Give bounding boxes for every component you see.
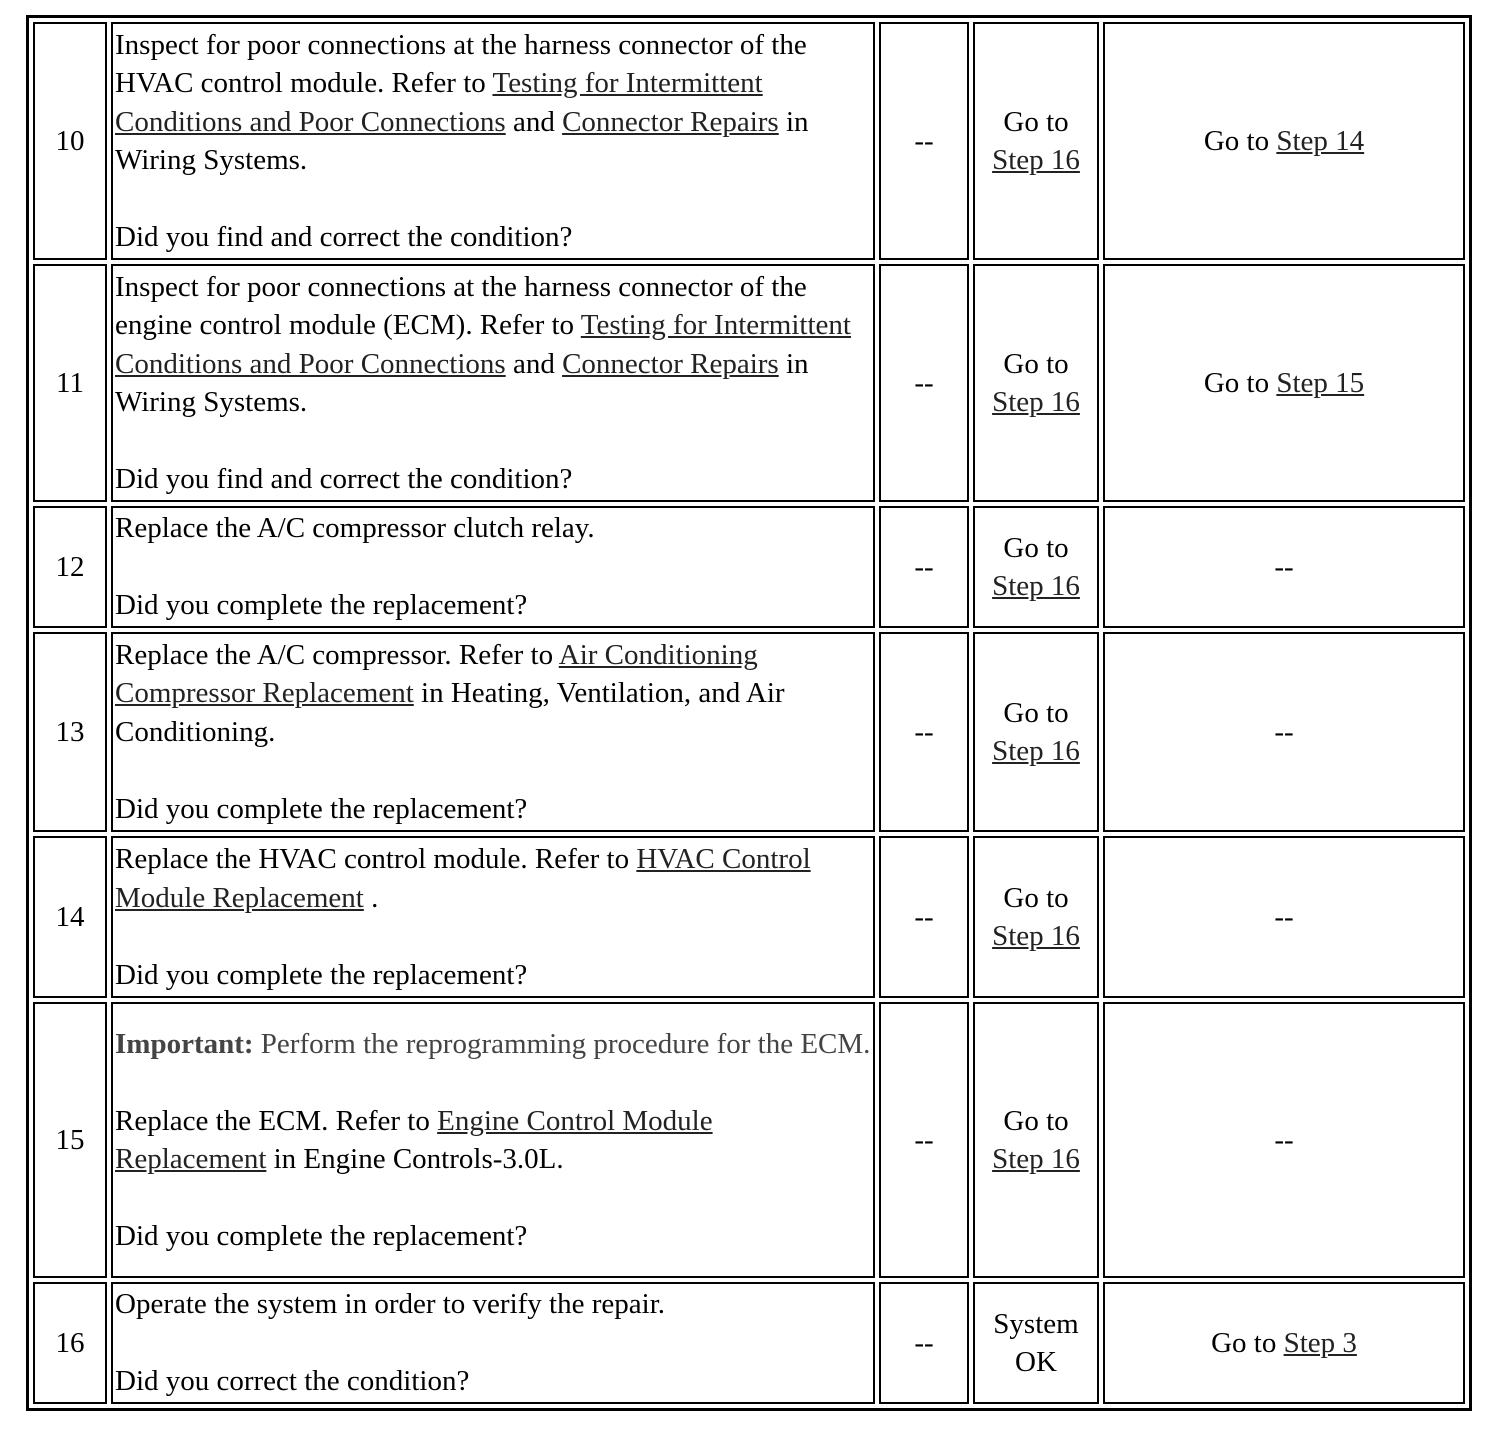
action-question: Did you complete the replacement?	[115, 958, 528, 991]
action-instruction	[115, 268, 871, 422]
diagnostic-table	[26, 15, 1472, 1411]
action-text: .	[363, 881, 379, 914]
link-connector-repairs[interactable]: Connector Repairs	[562, 347, 779, 380]
action-text: Replace the ECM. Refer to	[115, 1104, 438, 1137]
action-instruction	[115, 636, 871, 752]
step-number: 11	[33, 264, 107, 502]
no-prefix: Go to	[1211, 1326, 1284, 1359]
spacer	[115, 180, 871, 219]
system-ok-line2: OK	[1015, 1346, 1057, 1378]
important-note	[115, 1025, 871, 1064]
no-prefix: Go to	[1203, 124, 1277, 157]
no-cell: --	[1103, 506, 1465, 628]
spacer	[115, 548, 871, 587]
action-cell	[111, 1002, 875, 1278]
action-question: Did you complete the replacement?	[115, 792, 528, 825]
link-step-16[interactable]: Step 16	[992, 144, 1080, 176]
spacer	[115, 751, 871, 790]
action-text: and	[505, 105, 563, 138]
no-prefix: Go to	[1203, 366, 1277, 399]
yes-cell	[973, 836, 1099, 998]
action-instruction	[115, 1102, 871, 1179]
link-ac-compressor-replacement[interactable]: Air Conditioning Compressor Replacement	[115, 638, 758, 710]
spacer	[115, 917, 871, 956]
yes-prefix: Go to	[1003, 347, 1069, 380]
yes-cell	[973, 632, 1099, 832]
link-step-15[interactable]: Step 15	[1276, 366, 1365, 399]
action-cell	[111, 836, 875, 998]
yes-cell	[973, 506, 1099, 628]
table-row	[33, 22, 1465, 260]
no-cell	[1103, 264, 1465, 502]
yes-cell	[973, 264, 1099, 502]
value-cell: --	[879, 1282, 969, 1404]
no-cell: --	[1103, 1002, 1465, 1278]
action-text: Inspect for poor connections at the harness connector of the engine control module (ECM). Refer to	[115, 270, 807, 341]
action-instruction	[115, 840, 871, 917]
value-cell: --	[879, 22, 969, 260]
step-number: 12	[33, 506, 107, 628]
link-step-16[interactable]: Step 16	[992, 570, 1080, 602]
yes-cell	[973, 1002, 1099, 1278]
action-instruction	[115, 26, 871, 180]
no-cell	[1103, 22, 1465, 260]
spacer	[115, 1324, 871, 1363]
value-cell: --	[879, 632, 969, 832]
action-text: and	[505, 347, 563, 380]
table-row	[33, 1282, 1465, 1404]
table-row	[33, 836, 1465, 998]
table-row	[33, 264, 1465, 502]
link-connector-repairs[interactable]: Connector Repairs	[562, 105, 779, 138]
yes-prefix: Go to	[1003, 1104, 1069, 1137]
important-label: Important:	[115, 1027, 254, 1060]
step-number: 15	[33, 1002, 107, 1278]
table-row	[33, 632, 1465, 832]
action-text: in Heating, Ventilation, and Air Conditioning.	[115, 677, 785, 748]
no-cell: --	[1103, 632, 1465, 832]
important-text: Perform the reprogramming procedure for the ECM.	[253, 1027, 871, 1060]
action-question: Did you find and correct the condition?	[115, 463, 573, 495]
yes-prefix: Go to	[1003, 531, 1069, 564]
link-hvac-module-replacement[interactable]: HVAC Control Module Replacement	[115, 843, 811, 914]
link-step-16[interactable]: Step 16	[992, 735, 1080, 767]
link-step-16[interactable]: Step 16	[992, 920, 1080, 952]
no-cell	[1103, 1282, 1465, 1404]
link-step-16[interactable]: Step 16	[992, 386, 1080, 418]
action-question: Did you complete the replacement?	[115, 1220, 528, 1252]
link-step-16[interactable]: Step 16	[992, 1143, 1080, 1175]
value-cell: --	[879, 1002, 969, 1278]
action-text: in Engine Controls-3.0L.	[266, 1143, 564, 1175]
table-row	[33, 1002, 1465, 1278]
action-text: in Wiring Systems.	[115, 347, 809, 418]
yes-prefix: Go to	[1003, 881, 1069, 914]
action-cell	[111, 264, 875, 502]
action-question: Did you find and correct the condition?	[115, 221, 573, 253]
step-number: 10	[33, 22, 107, 260]
action-cell	[111, 22, 875, 260]
link-testing-intermittent[interactable]: Testing for Intermittent Conditions and Poor Connections	[115, 309, 851, 380]
action-text: Inspect for poor connections at the harness connector of the HVAC control module. Refer to	[115, 28, 807, 99]
spacer	[115, 1179, 871, 1218]
yes-cell	[973, 1282, 1099, 1404]
link-step-14[interactable]: Step 14	[1276, 124, 1365, 157]
action-cell	[111, 1282, 875, 1404]
spacer	[115, 1063, 871, 1102]
action-cell	[111, 506, 875, 628]
step-number: 14	[33, 836, 107, 998]
action-question: Did you correct the condition?	[115, 1365, 470, 1398]
link-step-3[interactable]: Step 3	[1283, 1326, 1357, 1359]
link-ecm-replacement[interactable]: Engine Control Module Replacement	[115, 1104, 713, 1175]
system-ok-line1: System	[993, 1307, 1079, 1340]
action-instruction: Operate the system in order to verify the repair.	[115, 1288, 665, 1321]
action-instruction: Replace the A/C compressor clutch relay.	[115, 512, 595, 545]
yes-prefix: Go to	[1003, 696, 1069, 729]
diagnostic-table-container	[26, 15, 1470, 1411]
action-text: in Wiring Systems.	[115, 105, 809, 176]
yes-prefix: Go to	[1003, 105, 1069, 138]
action-text: Replace the A/C compressor. Refer to	[115, 638, 559, 671]
no-cell: --	[1103, 836, 1465, 998]
value-cell: --	[879, 506, 969, 628]
yes-cell	[973, 22, 1099, 260]
value-cell: --	[879, 836, 969, 998]
action-question: Did you complete the replacement?	[115, 589, 528, 622]
step-number: 16	[33, 1282, 107, 1404]
action-cell	[111, 632, 875, 832]
value-cell: --	[879, 264, 969, 502]
step-number: 13	[33, 632, 107, 832]
spacer	[115, 422, 871, 461]
table-row	[33, 506, 1465, 628]
link-testing-intermittent[interactable]: Testing for Intermittent Conditions and Poor Connections	[115, 67, 763, 138]
action-text: Replace the HVAC control module. Refer to	[115, 843, 637, 875]
